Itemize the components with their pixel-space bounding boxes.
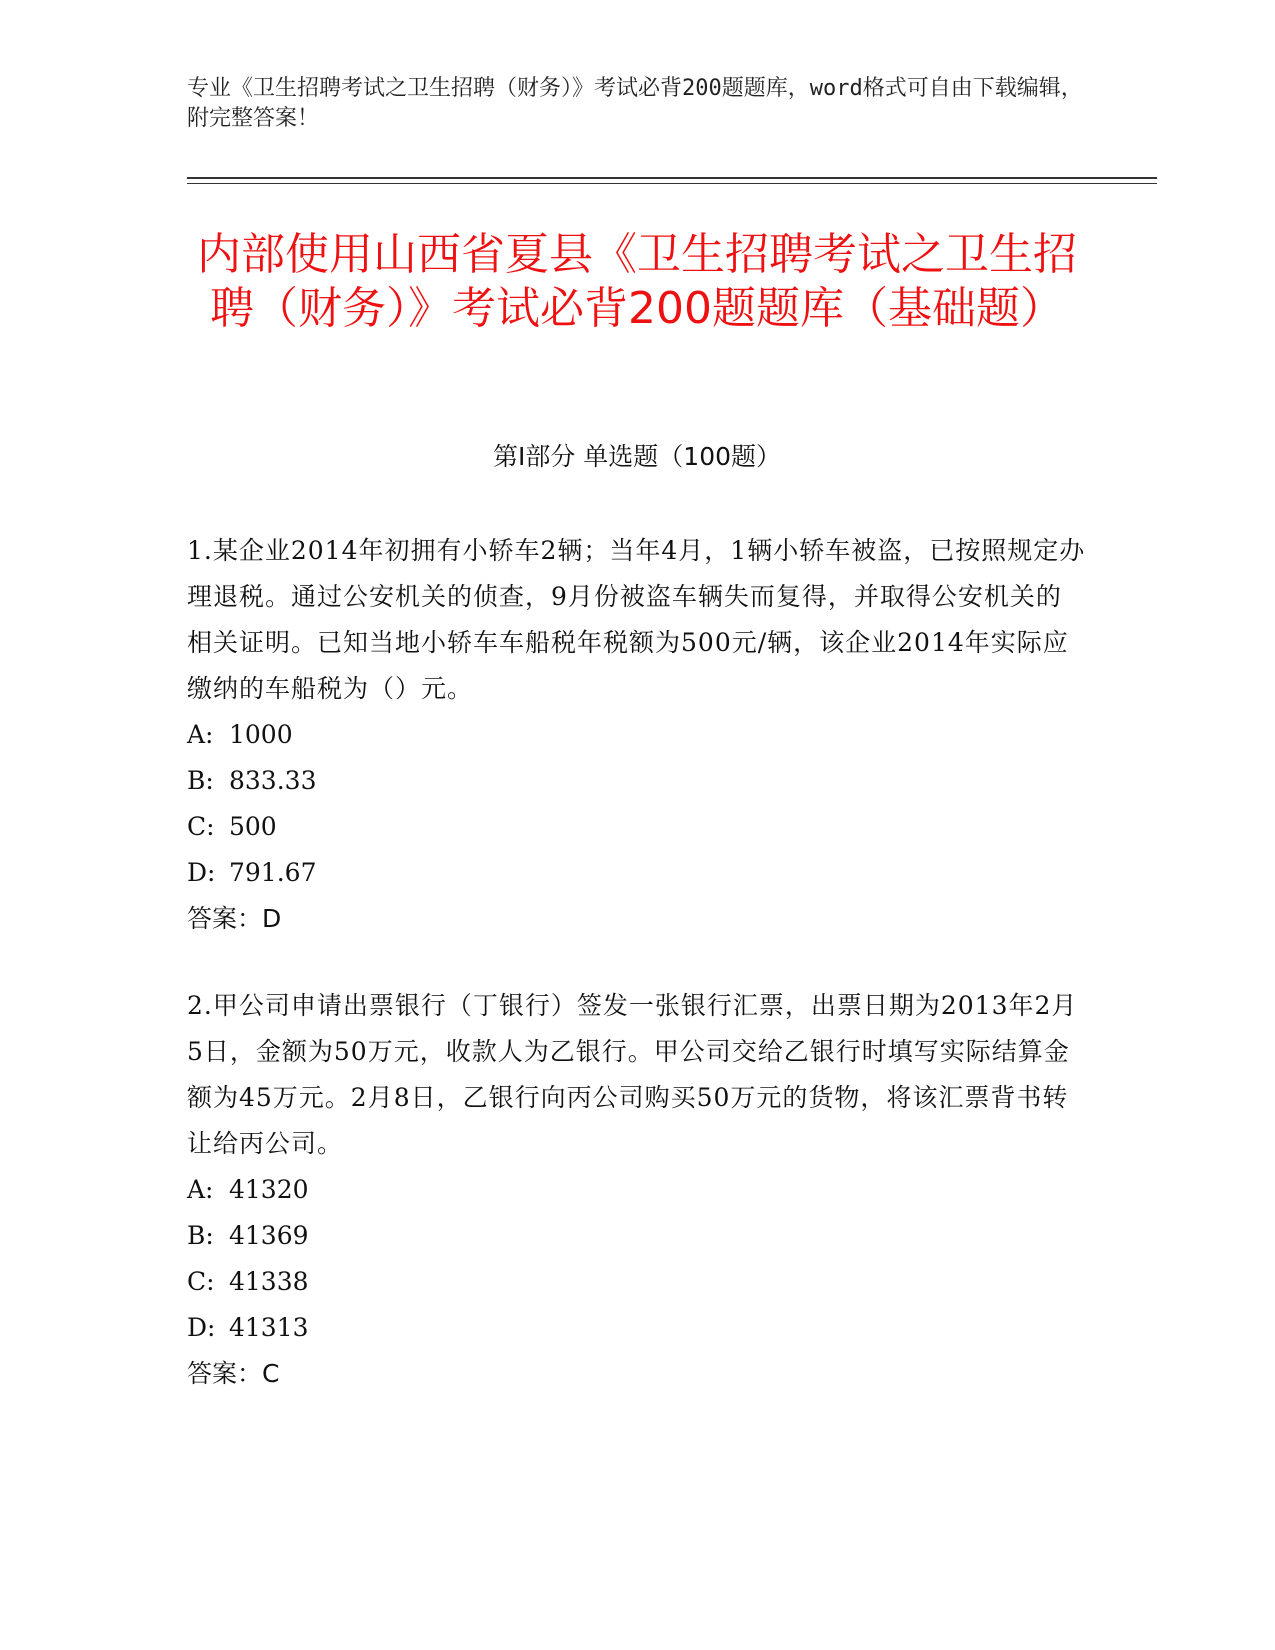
answer-line: 答案：D [187,904,282,933]
option-letter: B: [187,766,214,795]
option-letter: A: [187,1175,214,1204]
question-1 [187,528,1087,942]
option-letter: D: [187,1313,216,1342]
option-c [187,804,1087,850]
question-stem: 1.某企业2014年初拥有小轿车2辆；当年4月，1辆小轿车被盗，已按照规定办理退税。通过公安机关的侦查，9月份被盗车辆失而复得，并取得公安机关的相关证明。已知当地小轿车车船税年税额为500元/辆，该企业2014年实际应缴纳的车船税为（）元。 [187,536,1086,703]
option-text: 500 [229,812,277,841]
option-letter: C: [187,1267,215,1296]
option-c [187,1259,1087,1305]
option-a [187,712,1087,758]
option-text: 1000 [229,720,293,749]
answer-line: 答案：C [187,1359,280,1388]
option-text: 41338 [229,1267,309,1296]
header-note: 专业《卫生招聘考试之卫生招聘（财务）》考试必背200题题库，word格式可自由下载编辑，附完整答案！ [187,76,1083,131]
question-2 [187,983,1087,1397]
option-letter: A: [187,720,214,749]
option-text: 41369 [229,1221,309,1250]
option-text: 41313 [229,1313,309,1342]
option-d [187,850,1087,896]
option-letter: B: [187,1221,214,1250]
option-a [187,1167,1087,1213]
option-b [187,1213,1087,1259]
document-title: 内部使用山西省夏县《卫生招聘考试之卫生招聘（财务）》考试必背200题题库（基础题） [197,229,1077,334]
option-b [187,758,1087,804]
option-text: 791.67 [229,858,317,887]
option-text: 833.33 [229,766,317,795]
question-stem: 2.甲公司申请出票银行（丁银行）签发一张银行汇票，出票日期为2013年2月5日，金额为50万元，收款人为乙银行。甲公司交给乙银行时填写实际结算金额为45万元。2月8日，乙银行向丙公司购买50万元的货物，将该汇票背书转让给丙公司。 [187,991,1078,1158]
header-divider-thin [187,183,1157,184]
option-letter: C: [187,812,215,841]
option-letter: D: [187,858,216,887]
option-d [187,1305,1087,1351]
section-title: 第Ⅰ部分 单选题（100题） [492,442,782,471]
header-divider [187,177,1157,179]
option-text: 41320 [229,1175,309,1204]
